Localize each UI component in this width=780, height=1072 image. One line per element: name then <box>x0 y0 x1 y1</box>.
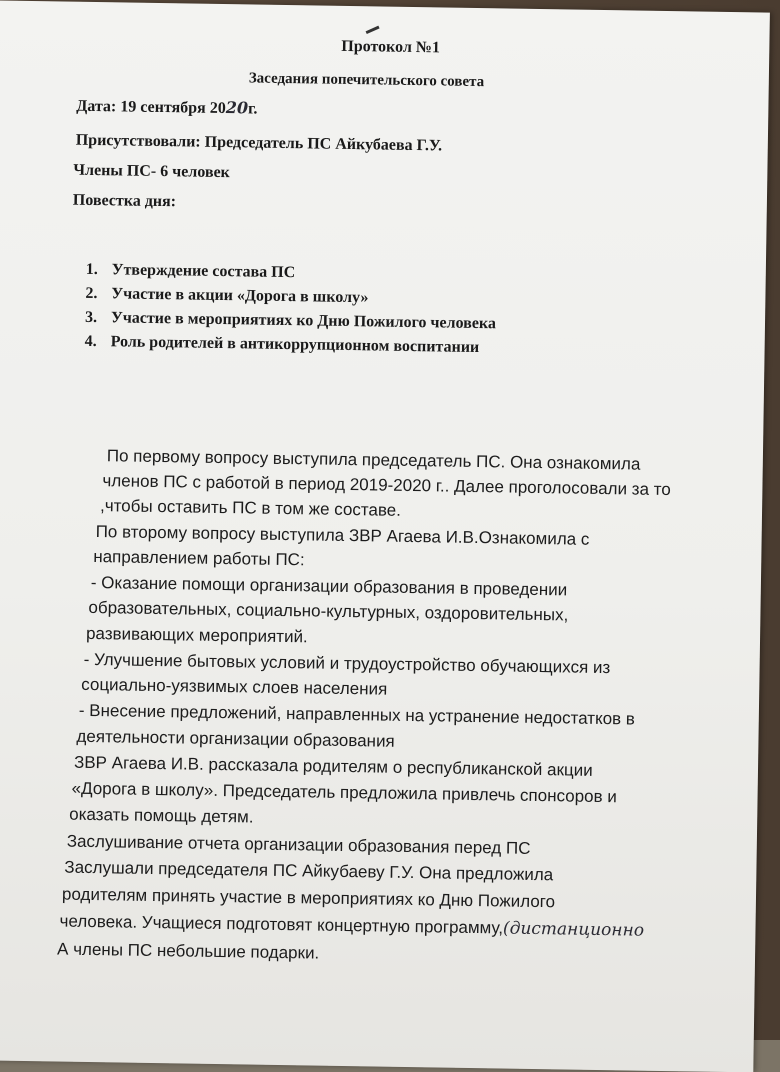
agenda-item: 3. Участие в мероприятиях ко Дню Пожилого человека <box>84 308 497 333</box>
ink-mark <box>366 26 380 34</box>
body-line: ЗВР Агаева И.В. рассказала родителям о республиканской акции <box>73 752 593 780</box>
body-line: А члены ПС небольшие подарки. <box>56 939 320 963</box>
body-line: человека. Учащиеся подготовят концертную программу,(дистанционно <box>59 911 645 941</box>
agenda-list <box>84 258 496 360</box>
body-line: направлением работы ПС: <box>93 547 305 570</box>
body-line: оказать помощь детям. <box>69 804 254 827</box>
meeting-date <box>76 96 257 119</box>
date-suffix: г. <box>247 100 258 118</box>
body-line: развивающих мероприятий. <box>85 623 308 647</box>
body-line: деятельности организации образования <box>76 726 395 751</box>
body-line: «Дорога в школу». Председатель предложила привлечь спонсоров и <box>71 778 617 807</box>
body-line: родителям принять участие в мероприятиях ко Дню Пожилого <box>61 884 556 912</box>
agenda-item: 4. Роль родителей в антикоррупционном воспитании <box>84 332 480 357</box>
body-line: Заслушали председателя ПС Айкубаеву Г.У. Она предложила <box>64 857 554 885</box>
agenda-item: 2. Участие в акции «Дорога в школу» <box>85 284 369 307</box>
body-line: членов ПС с работой в период 2019-2020 г.. Далее проголосовали за то <box>102 471 671 500</box>
body-line: ,чтобы оставить ПС в том же составе. <box>99 496 402 520</box>
document-subtitle: Заседания попечительского совета <box>248 70 485 91</box>
body-line: - Оказание помощи организации образования в проведении <box>90 572 568 600</box>
body-line: - Улучшение бытовых условий и трудоустройство обучающихся из <box>83 649 611 678</box>
body-line: образовательных, социально-культурных, оздоровительных, <box>88 597 569 625</box>
document-title: Протокол №1 <box>341 37 441 57</box>
body-line: - Внесение предложений, направленных на устранение недостатков в <box>78 700 636 729</box>
body-line: Заслушивание отчета организации образования перед ПС <box>66 831 531 858</box>
members-line: Члены ПС- 6 человек <box>73 161 230 182</box>
present-line: Присутствовали: Председатель ПС Айкубаева Г.У. <box>75 131 443 155</box>
body-line: социально-уязвимых слоев населения <box>81 674 388 699</box>
date-handwritten: 20 <box>225 98 249 118</box>
agenda-heading: Повестка дня: <box>72 191 177 211</box>
minutes-body <box>56 446 743 963</box>
body-line: По второму вопросу выступила ЗВР Агаева И.В.Ознакомила с <box>95 522 590 549</box>
date-text: Дата: 19 сентября 20 <box>76 97 226 118</box>
agenda-item: 1. Утверждение состава ПС <box>85 260 296 282</box>
body-line: По первому вопросу выступила председатель ПС. Она ознакомила <box>106 446 641 474</box>
handwritten-note: (дистанционно <box>502 918 645 941</box>
